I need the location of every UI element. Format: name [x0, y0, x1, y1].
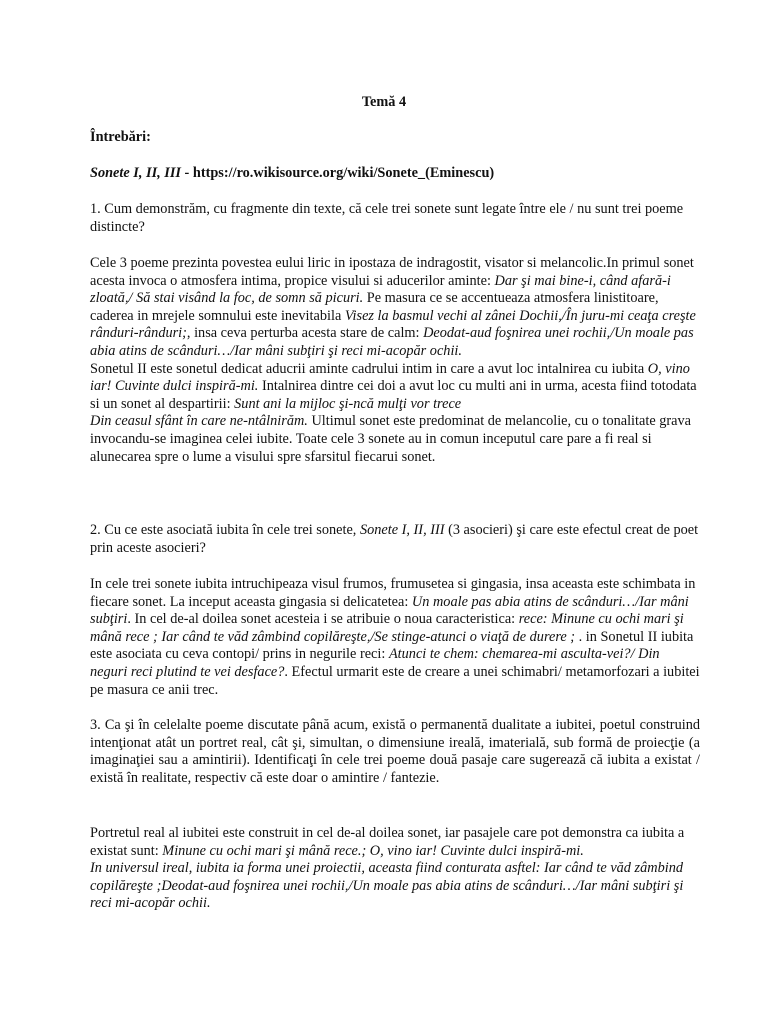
- answer-1-quote-4: O, vino iar! Cuvinte dulci inspiră-mi.: [90, 360, 690, 395]
- answer-1-quote-1: Dar şi mai bine-i, când afară-i zloată,/ Să stai visând la foc, de somn să picuri.: [90, 272, 671, 307]
- answer-3-quote-1: Minune cu ochi mari şi mână rece.; O, vino iar! Cuvinte dulci inspiră-mi.: [162, 842, 584, 859]
- sonnets-title: Sonete I, II, III: [90, 165, 181, 181]
- answer-1-text-5: Intalnirea dintre cei doi a avut loc cu multi ani in urma, acesta fiind totodata si un sonet al despartirii:: [90, 378, 697, 412]
- page-title: Temă 4: [361, 94, 407, 110]
- answer-3-text-1: Portretul real al iubitei este construit in cel de-al doilea sonet, iar pasajele care pot demonstra ca iubita a existat sunt:: [90, 825, 685, 859]
- answer-2-text-3: . in Sonetul II iubita este asociata cu ceva contopi/ prins in negurile reci:: [90, 628, 694, 663]
- answer-1: [90, 255, 700, 466]
- answer-1-text-2: Pe masura ce se accentueaza atmosfera linistitoare, caderea in mrejele somnului este inevitabila: [90, 290, 659, 324]
- answer-3-quote-2: In universul ireal, iubita ia forma unei proiectii, aceasta fiind conturata asftel: Iar când te văd zâmbind copilăreşte ;Deodat-aud foşnirea unei rochii,/Un moale pas abia atins de scânduri…/Iar mâni subţiri şi reci mi-acopăr ochii.: [90, 860, 684, 912]
- answer-1-quote-2: Visez la basmul vechi al zânei Dochii,/În juru-mi ceaţa creşte rânduri-rânduri;: [90, 307, 696, 342]
- answer-1-quote-3: Deodat-aud foşnirea unei rochii,/Un moale pas abia atins de scânduri…/Iar mâni subţiri şi reci mi-acopăr ochii.: [90, 325, 694, 359]
- answer-2-text-1: In cele trei sonete iubita intruchipeaza visul frumos, frumusetea si gingasia, insa aceasta este schimbata in fiecare sonet. La inceput aceasta gingasia si delicatetea:: [90, 576, 696, 610]
- answer-2: [90, 576, 700, 699]
- question-2-text-1: 2. Cu ce este asociată iubita în cele trei sonete,: [90, 522, 360, 538]
- answer-3: [90, 825, 700, 913]
- question-2-italic: Sonete I, II, III: [359, 522, 445, 538]
- answer-2-quote-3: Atunci te chem: chemarea-mi asculta-vei?/ Din neguri reci plutind te vei desface?: [90, 646, 660, 680]
- sonnets-source-line: [90, 165, 700, 183]
- question-1: 1. Cum demonstrăm, cu fragmente din texte, că cele trei sonete sunt legate între ele / nu sunt trei poeme distincte?: [90, 201, 684, 235]
- question-2: [90, 522, 700, 557]
- answer-1-text-3: , insa ceva perturba acesta stare de calm:: [186, 325, 424, 342]
- question-3: 3. Ca şi în celelalte poeme discutate până acum, există o permanentă dualitate a iubitei, poetul construind intenţionat atât un portret real, cât şi, simultan, o dimensiune ireală, imaterială, sub formă de proiecţie (a imaginaţiei sau a amintirii). Identificaţi în cele trei poeme două pasaje care sugerează că iubita a existat / există în realitate, respectiv că este doar o amintire / fantezie.: [90, 717, 700, 786]
- answer-2-text-4: . Efectul urmarit este de creare a unei schimabri/ metamorfozari a iubitei pe masura ce anii trec.: [90, 663, 700, 698]
- answer-2-quote-2: rece: Minune cu ochi mari şi mână rece ; Iar când te văd zâmbind copilăreşte,/Se stinge-atunci o viaţă de durere ;: [90, 611, 684, 645]
- questions-heading: Întrebări:: [90, 129, 151, 145]
- sonnets-link[interactable]: - https://ro.wikisource.org/wiki/Sonete_(Eminescu): [180, 165, 495, 181]
- answer-1-text-4: Sonetul II este sonetul dedicat aducrii aminte cadrului intim in care a avut loc intalnirea cu iubita: [90, 360, 648, 377]
- question-2-text-2: (3 asocieri) şi care este efectul creat de poet prin aceste asocieri?: [90, 522, 699, 556]
- answer-1-quote-6: Din ceasul sfânt în care ne-ntâlnirăm.: [90, 413, 308, 430]
- answer-1-text-1: Cele 3 poeme prezinta povestea eului liric in ipostaza de indragostit, visator si melancolic.In primul sonet acesta invoca o atmosfera intima, propice visului si aducerilor aminte:: [90, 255, 694, 289]
- answer-1-quote-5: Sunt ani la mijloc şi-ncă mulţi vor trece: [234, 395, 462, 412]
- answer-1-text-7: Ultimul sonet este predominat de melancolie, cu o tonalitate grava invocandu-se imaginea celei iubite. Toate cele 3 sonete au in comun inceputul care pare a fi real si alunecarea spre o lume a visului spre sfarsitul fiecarui sonet.: [90, 413, 691, 465]
- answer-2-text-2: . In cel de-al doilea sonet acesteia i se atribuie o noua caracteristica:: [127, 611, 519, 628]
- answer-2-quote-1: Un moale pas abia atins de scânduri…/Iar mâni subţiri: [90, 593, 689, 628]
